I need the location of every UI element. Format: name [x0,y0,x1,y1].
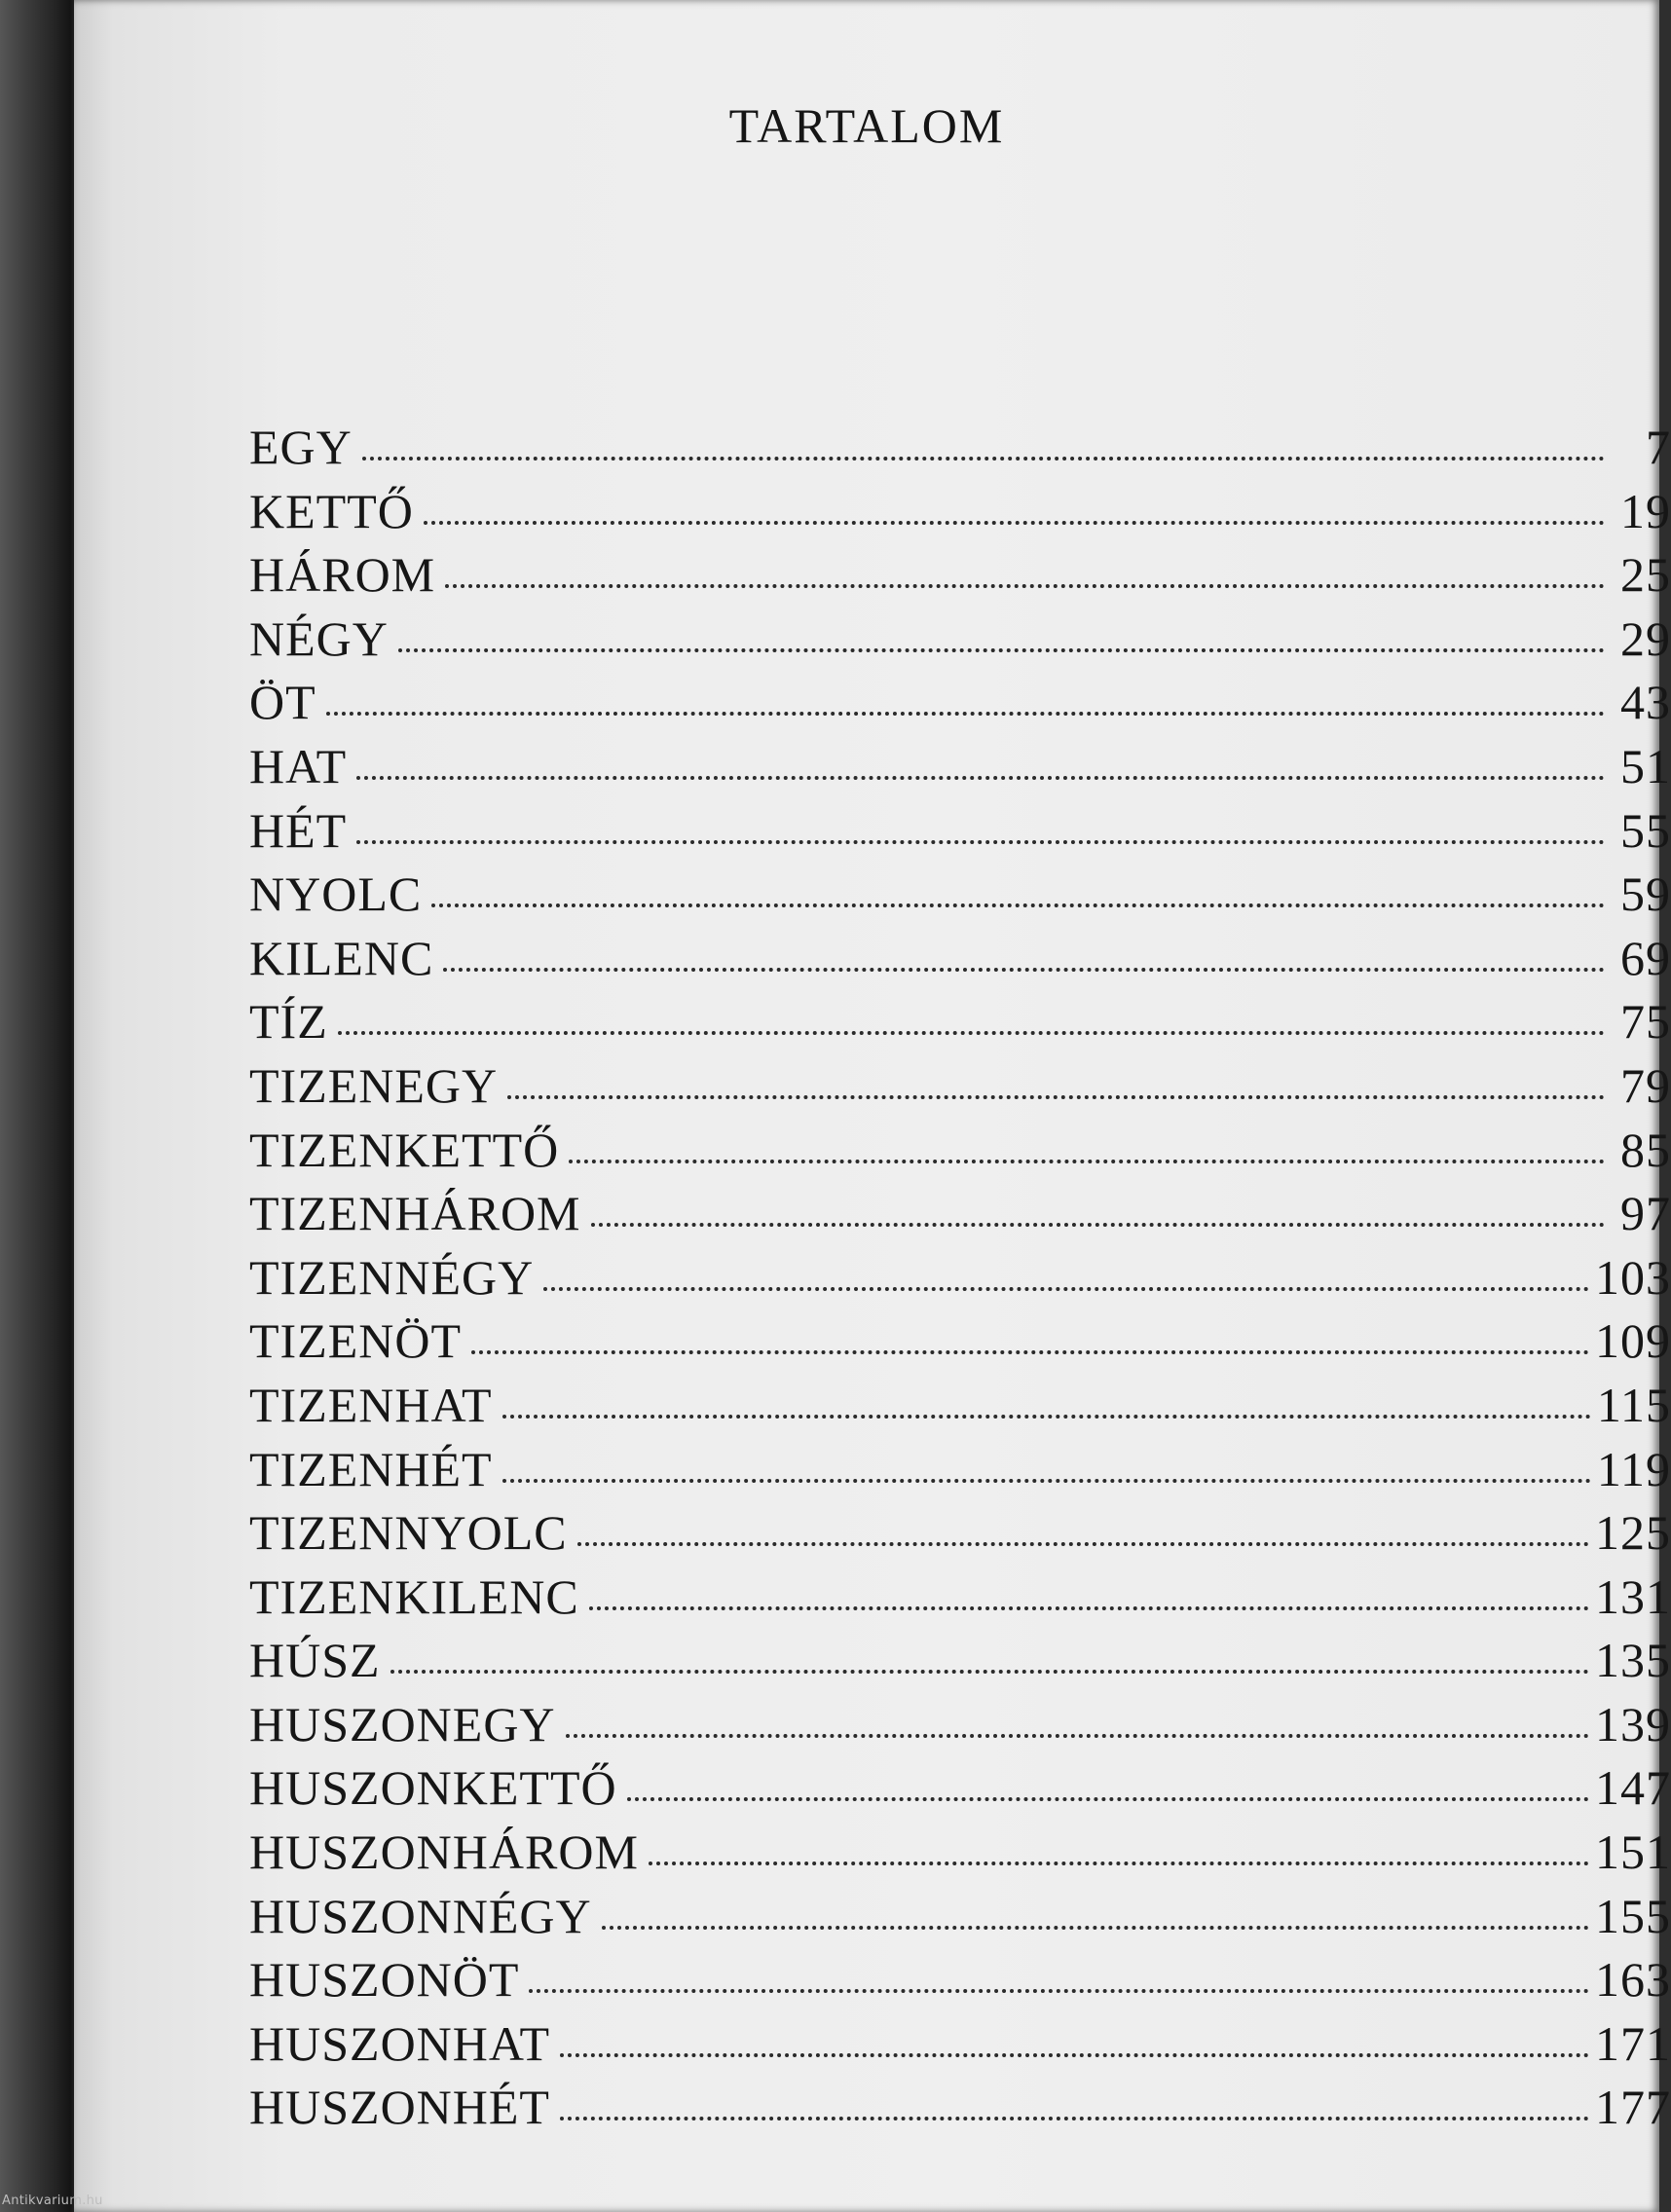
toc-entry [249,1504,1671,1568]
toc-entry-page-number: 7 [1646,420,1671,474]
toc-entry-label: HUSZONHÁROM [249,1825,639,1880]
toc-entry-page-number: 109 [1595,1313,1671,1369]
toc-entry-label: HAT [249,738,348,793]
toc-entry-label: NYOLC [249,866,423,922]
toc-entry-label: TÍZ [249,994,328,1050]
toc-entry-label: HÁROM [249,547,436,603]
dot-leader [569,1160,1605,1163]
toc-entry-page-number: 125 [1595,1505,1671,1561]
toc-entry-label: HUSZONHAT [249,2015,550,2071]
toc-entry-label: TIZENNYOLC [249,1505,568,1561]
toc-entry-page-number: 69 [1620,930,1671,985]
toc-entry-page-number: 155 [1595,1888,1671,1943]
toc-entry [249,1441,1671,1505]
toc-entry [249,1377,1671,1441]
toc-entry-label: KETTŐ [249,483,414,538]
toc-entry-page-number: 55 [1620,802,1671,858]
toc-entry-label: TIZENKETTŐ [249,1122,560,1177]
dot-leader [445,584,1605,588]
dot-leader [602,1926,1589,1930]
toc-entry-page-number: 29 [1620,610,1671,666]
dot-leader [649,1862,1589,1865]
toc-entry-page-number: 43 [1620,675,1671,730]
toc-entry [249,1122,1671,1186]
toc-entry-page-number: 85 [1620,1122,1671,1177]
toc-entry-page-number: 163 [1595,1952,1671,2008]
toc-entry [249,866,1671,930]
dot-leader [390,1670,1589,1674]
toc-entry-label: ÖT [249,675,316,730]
toc-entry [249,1632,1671,1696]
dot-leader [424,521,1605,525]
toc-entry-page-number: 147 [1595,1760,1671,1816]
book-page [74,0,1671,2212]
dot-leader [326,712,1605,716]
toc-entry-page-number: 103 [1595,1249,1671,1305]
dot-leader [471,1350,1589,1354]
dot-leader [443,968,1605,972]
toc-entry-label: HUSZONNÉGY [249,1888,592,1943]
toc-entry [249,419,1671,483]
dot-leader [507,1095,1605,1099]
toc-entry-page-number: 119 [1596,1441,1671,1496]
toc-entry [249,1888,1671,1952]
dot-leader [591,1223,1605,1227]
toc-entry-label: TIZENKILENC [249,1568,579,1624]
toc-entry-label: TIZENNÉGY [249,1249,535,1305]
toc-entry-label: TIZENHAT [249,1377,493,1432]
toc-entry [249,610,1671,675]
dot-leader [338,1031,1605,1035]
dot-leader [502,1479,1591,1483]
dot-leader [589,1606,1589,1610]
toc-entry-page-number: 177 [1595,2080,1671,2135]
toc-entry-label: TIZENHÁROM [249,1186,581,1241]
toc-entry [249,993,1671,1057]
dot-leader [627,1797,1589,1801]
dot-leader [431,903,1605,907]
toc-entry-label: TIZENÖT [249,1313,463,1369]
toc-entry-label: KILENC [249,930,434,985]
toc-entry-page-number: 75 [1620,994,1671,1050]
toc-entry [249,802,1671,866]
dot-leader [356,776,1605,780]
dot-leader [577,1542,1589,1546]
dot-leader [356,840,1605,844]
toc-entry-label: HUSZONEGY [249,1696,556,1751]
dot-leader [560,2117,1589,2120]
toc-entry [249,1951,1671,2015]
toc-entry [249,738,1671,802]
toc-entry-page-number: 19 [1620,483,1671,538]
toc-entry-page-number: 79 [1620,1057,1671,1113]
toc-entry [249,930,1671,994]
toc-entry-page-number: 131 [1595,1568,1671,1624]
dot-leader [502,1415,1591,1419]
toc-entry [249,1249,1671,1313]
toc-entry-label: TIZENEGY [249,1057,499,1113]
dot-leader [362,457,1605,461]
toc-entry [249,1185,1671,1249]
toc-entry-page-number: 115 [1596,1377,1671,1432]
toc-entry-label: HÚSZ [249,1633,381,1688]
toc-entry [249,483,1671,547]
toc-entry-page-number: 51 [1620,738,1671,793]
toc-entry [249,546,1671,610]
toc-entry-page-number: 97 [1620,1186,1671,1241]
dot-leader [529,1989,1589,1993]
toc-entry-label: HUSZONHÉT [249,2080,550,2135]
toc-entry [249,1696,1671,1760]
toc-entry-label: TIZENHÉT [249,1441,493,1496]
toc-entry-label: EGY [249,420,353,474]
toc-entry [249,1057,1671,1122]
toc-entry [249,1312,1671,1377]
toc-entry-page-number: 139 [1595,1696,1671,1751]
watermark: Antikvarium.hu [2,2194,103,2208]
book-spine [0,0,78,2212]
dot-leader [543,1287,1589,1291]
toc-entry-page-number: 25 [1620,547,1671,603]
toc-entry-label: HÉT [249,802,348,858]
toc-entry-label: NÉGY [249,610,389,666]
toc-entry-label: HUSZONÖT [249,1952,520,2008]
toc-entry [249,1568,1671,1633]
toc-entry [249,674,1671,738]
page-title: TARTALOM [728,98,1005,153]
dot-leader [560,2053,1589,2057]
dot-leader [398,648,1605,652]
toc-entry [249,2015,1671,2080]
toc-entry-page-number: 59 [1620,866,1671,922]
toc-entry-page-number: 135 [1595,1633,1671,1688]
table-of-contents [249,419,1671,2143]
toc-entry-page-number: 151 [1595,1825,1671,1880]
toc-entry [249,2079,1671,2143]
toc-entry-label: HUSZONKETTŐ [249,1760,617,1816]
toc-entry-page-number: 171 [1595,2015,1671,2071]
toc-entry [249,1824,1671,1888]
dot-leader [566,1734,1589,1738]
toc-entry [249,1759,1671,1824]
